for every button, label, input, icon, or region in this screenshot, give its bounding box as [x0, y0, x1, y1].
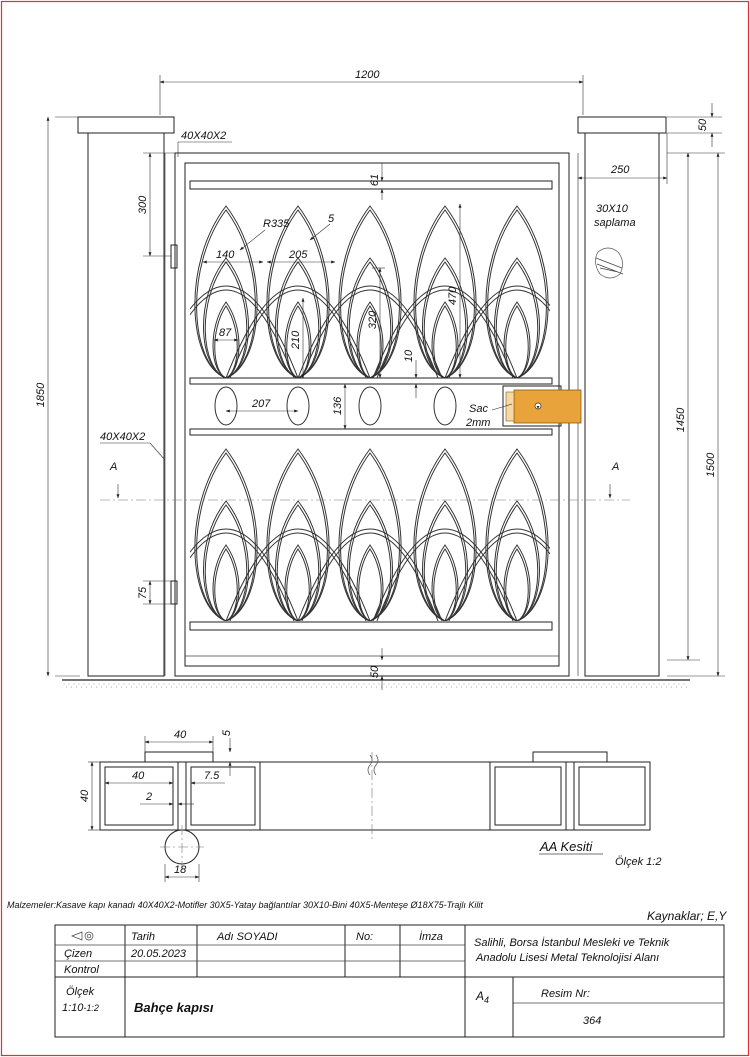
- section-top-plate-left: [145, 752, 213, 762]
- lock: [503, 386, 581, 426]
- section-top-plate-right: [533, 752, 607, 762]
- upper-hinge: [171, 245, 177, 268]
- motif-petal: [277, 262, 318, 378]
- dim-pitch-large: 205: [289, 249, 308, 261]
- motif-arc: [158, 533, 294, 621]
- section-mark-left: A: [110, 461, 118, 473]
- tb-header-no: No:: [356, 931, 374, 943]
- projection-symbol-icon: [72, 932, 93, 940]
- anchor-name-label: saplama: [594, 217, 636, 229]
- front-view: [35, 69, 725, 690]
- sheet-border: [2, 2, 749, 1056]
- tb-resim-label: Resim Nr:: [541, 988, 590, 1000]
- lock-plate-label-1: Sac: [469, 403, 488, 415]
- section-dim-40-inner: 40: [132, 770, 145, 782]
- dim-inner-width: 87: [219, 327, 232, 339]
- middle-bar-upper: [190, 378, 552, 384]
- dim-ellipse-pitch: 207: [252, 398, 271, 410]
- dim-motif-thickness: 5: [328, 213, 335, 225]
- motif-petal: [205, 262, 246, 378]
- motif-petal: [432, 545, 458, 621]
- dim-post-width: 250: [611, 164, 630, 176]
- motif-arc: [230, 533, 366, 621]
- motif-arc: [449, 290, 585, 378]
- tb-resim-no: 364: [583, 1015, 602, 1027]
- anchor-plate-label: 30X10: [596, 203, 628, 215]
- section-title: AA Kesiti: [540, 839, 593, 854]
- lower-hinge: [171, 581, 177, 604]
- section-dim-40-side: 40: [79, 789, 91, 803]
- section-dim-2: 2: [146, 791, 153, 803]
- section-dim-5: 5: [221, 729, 233, 737]
- lower-motif-group: [154, 449, 589, 621]
- lock-body: [514, 390, 581, 423]
- section-tube-right-2: [574, 762, 650, 830]
- section-dim-40-top: 40: [174, 729, 187, 741]
- motif-petal: [496, 262, 537, 378]
- band-ellipse: [287, 387, 309, 425]
- section-tube-right-1: [490, 762, 566, 830]
- dim-post-cap: 50: [697, 118, 709, 132]
- upper-motif-group: [154, 206, 589, 378]
- motif-petal: [504, 545, 530, 621]
- dim-radius: R335: [263, 218, 290, 230]
- lock-plate-label-2: 2mm: [466, 417, 491, 429]
- band-ellipse: [215, 387, 237, 425]
- motif-petal: [205, 505, 246, 621]
- dim-overall-height: 1850: [35, 382, 47, 408]
- dim-outer-height: 470: [447, 286, 459, 306]
- motif-petal: [357, 545, 383, 621]
- dim-hinge-top: 300: [137, 195, 149, 215]
- ground-hatch: [64, 684, 688, 688]
- tb-header-imza: İmza: [419, 931, 443, 943]
- motif-arc: [445, 529, 589, 621]
- section-dim-7-5: 7.5: [204, 770, 220, 782]
- motif-arc: [154, 529, 298, 621]
- frame-profile-top-label: 40X40X2: [181, 130, 227, 142]
- right-post-cap: [578, 117, 666, 133]
- dim-post-height: 1500: [705, 452, 717, 478]
- tb-row-cizen: Çizen: [64, 948, 93, 960]
- band-ellipse: [434, 387, 456, 425]
- dim-pitch-small: 140: [216, 249, 235, 261]
- sources-note: Kaynaklar; E,Y: [647, 909, 727, 923]
- motif-petal: [504, 302, 530, 378]
- bottom-bar: [190, 622, 552, 630]
- dim-band-height: 136: [332, 396, 344, 416]
- tb-header-tarih: Tarih: [131, 931, 156, 943]
- motif-arc: [373, 529, 517, 621]
- motif-arc: [449, 533, 585, 621]
- section-scale: Ölçek 1:2: [615, 856, 662, 868]
- motif-arc: [298, 529, 442, 621]
- motif-arc: [298, 286, 442, 378]
- section-mark-right: A: [612, 461, 620, 473]
- motif-petal: [277, 505, 318, 621]
- section-dim-18: 18: [174, 864, 187, 876]
- section-tube-left-2: [186, 762, 260, 830]
- dim-middle-height: 320: [367, 310, 379, 330]
- section-aa-view: [79, 729, 661, 882]
- motif-petal: [496, 505, 537, 621]
- section-frame: [100, 762, 650, 830]
- tb-olcek-label: Ölçek: [66, 986, 95, 998]
- motif-petal: [213, 545, 239, 621]
- frame-profile-side-label: 40X40X2: [100, 431, 146, 443]
- tb-school-line1: Salihli, Borsa İstanbul Mesleki ve Teknik: [474, 937, 670, 949]
- tb-row-kontrol: Kontrol: [64, 964, 99, 976]
- dim-inner-height: 210: [290, 330, 302, 350]
- dim-frame-height: 1450: [675, 407, 687, 433]
- tb-header-adi: Adı SOYADI: [217, 931, 278, 943]
- materials-note: Malzemeler:Kasave kapı kanadı 40X40X2-Motifler 30X5-Yatay bağlantılar 30X10-Bini 40X5-Menteşe Ø18X75-Trajlı Kilit: [7, 900, 483, 910]
- tb-drawing-title: Bahçe kapısı: [134, 1000, 214, 1015]
- middle-bar-lower: [190, 429, 552, 435]
- motif-arc: [373, 286, 517, 378]
- tb-sheet-size: A4: [476, 989, 490, 1005]
- dim-overall-width: 1200: [355, 69, 380, 81]
- band-ellipse: [359, 387, 381, 425]
- title-block: [55, 925, 724, 1037]
- motif-arc: [226, 529, 370, 621]
- left-post-cap: [78, 117, 174, 133]
- tb-school-line2: Anadolu Lisesi Metal Teknolojisi Alanı: [476, 952, 660, 964]
- tb-olcek-value: 1:10-1:2: [62, 1002, 99, 1014]
- motif-petal: [432, 302, 458, 378]
- dim-hinge-bottom: 75: [137, 586, 149, 600]
- dim-top-gap: 61: [369, 173, 381, 187]
- motif-petal: [285, 545, 311, 621]
- motif-arc: [445, 286, 589, 378]
- dim-bar-gap: 10: [403, 349, 415, 363]
- left-post: [88, 133, 164, 676]
- dim-bottom-gap: 50: [369, 665, 381, 679]
- tb-date: 20.05.2023: [131, 948, 187, 960]
